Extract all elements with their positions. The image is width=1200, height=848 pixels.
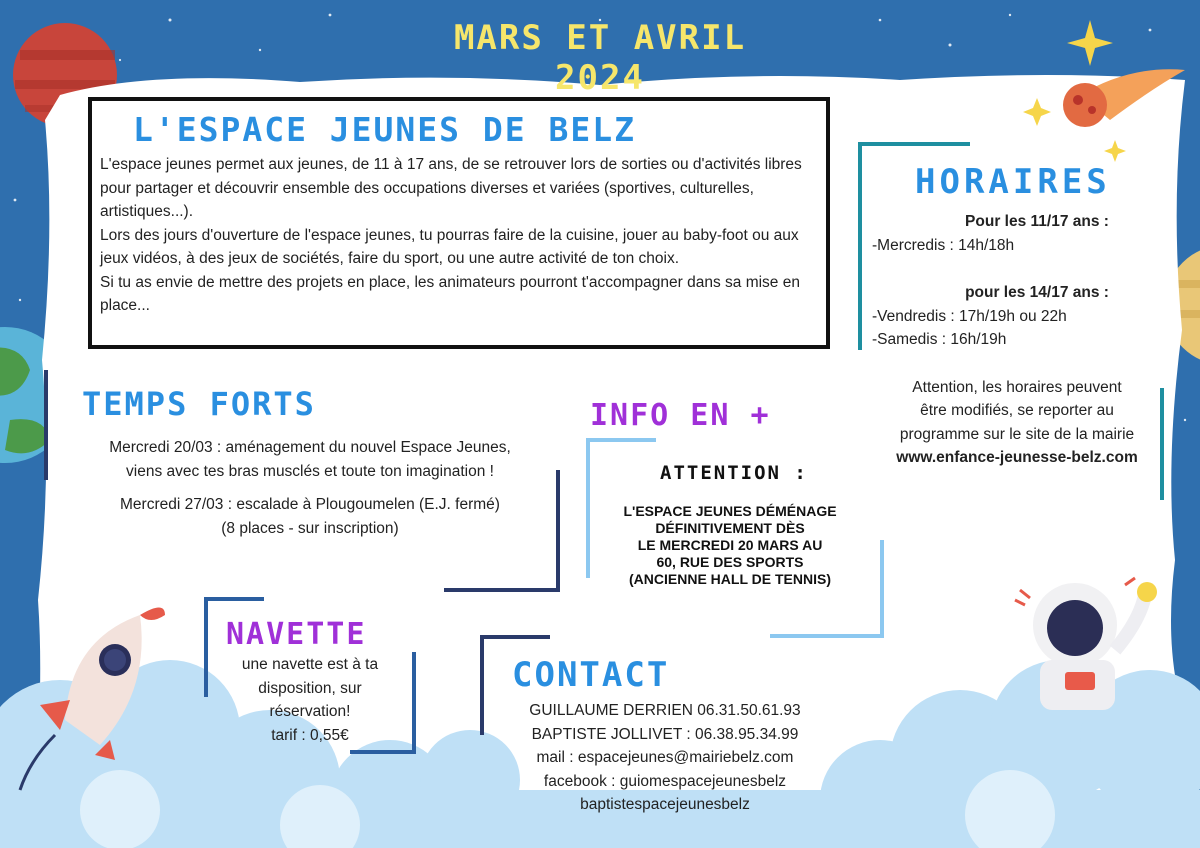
navette-line: disposition, sur [258, 679, 362, 697]
contact-line: GUILLAUME DERRIEN 06.31.50.61.93 [529, 702, 801, 719]
navette-line: réservation! [269, 703, 351, 720]
contact-content [495, 699, 835, 817]
info-frame-right [880, 540, 884, 638]
info-line: LE MERCREDI 20 MARS AU [637, 537, 823, 553]
info-frame-bottom [770, 634, 884, 638]
horaires-note: programme sur le site de la mairie [899, 425, 1135, 443]
info-line: (ANCIENNE HALL DE TENNIS) [629, 571, 831, 587]
espace-paragraph: Lors des jours d'ouverture de l'espace jeunes, tu pourras faire de la cuisine, jouer au baby-foot ou aux jeux vidéos, à des jeux de sociétés, faire du sport, ou une autre activité de ton choix. [100, 226, 799, 267]
horaires-frame-top [858, 142, 970, 146]
contact-facebook[interactable]: baptistespacejeunesbelz [580, 796, 750, 813]
horaires-group1-line: -Mercredis : 14h/18h [872, 236, 1015, 254]
event-line: (8 places - sur inscription) [221, 519, 399, 537]
info-heading: INFO EN + [590, 398, 771, 433]
navette-line: tarif : 0,55€ [271, 726, 349, 744]
contact-frame-left [480, 635, 484, 735]
contact-facebook[interactable]: facebook : guiomespacejeunesbelz [543, 772, 787, 790]
espace-jeunes-heading: L'ESPACE JEUNES DE BELZ [133, 110, 636, 149]
info-line: L'ESPACE JEUNES DÉMÉNAGE [623, 503, 837, 519]
horaires-content [872, 210, 1162, 470]
temps-forts-heading: TEMPS FORTS [82, 385, 316, 423]
info-line: 60, RUE DES SPORTS [656, 554, 804, 570]
mairie-website-link[interactable]: www.enfance-jeunesse-belz.com [896, 449, 1138, 466]
temps-forts-frame-right [556, 470, 560, 590]
horaires-note: Attention, les horaires peuvent [912, 378, 1122, 396]
temps-forts-frame-left [44, 370, 48, 480]
navette-heading: NAVETTE [226, 617, 367, 652]
espace-paragraph: Si tu as envie de mettre des projets en place, les animateurs pourront t'accompagner dans sa mise en place... [100, 273, 800, 314]
horaires-group1-title: Pour les 11/17 ans : [965, 213, 1109, 230]
navette-frame-bottom [350, 750, 416, 754]
navette-line: une navette est à ta [241, 656, 379, 673]
horaires-group2-title: pour les 14/17 ans : [965, 284, 1109, 301]
contact-email[interactable]: mail : espacejeunes@mairiebelz.com [536, 749, 794, 766]
horaires-frame-left [858, 142, 862, 350]
navette-content [215, 653, 405, 747]
espace-paragraph: L'espace jeunes permet aux jeunes, de 11 à 17 ans, de se retrouver lors de sorties ou d'activités libres pour partager et découvrir ensemble des occupations diverses et variées (sportives, culturelles, artistiques...). [100, 156, 802, 220]
horaires-group2-line: -Vendredis : 17h/19h ou 22h [872, 307, 1067, 325]
contact-heading: CONTACT [512, 655, 670, 695]
horaires-heading: HORAIRES [915, 162, 1111, 202]
page-title: MARS ET AVRIL 2024 [453, 18, 747, 98]
horaires-group2-line: -Samedis : 16h/19h [872, 331, 1007, 348]
info-frame-left [586, 438, 590, 578]
event-line: Mercredi 20/03 : aménagement du nouvel Espace Jeunes, [109, 439, 511, 456]
contact-line: BAPTISTE JOLLIVET : 06.38.95.34.99 [531, 725, 799, 743]
info-attention: ATTENTION : [660, 462, 808, 484]
espace-jeunes-description [100, 153, 825, 318]
info-message [595, 503, 865, 588]
contact-frame-top [480, 635, 550, 639]
event-line: Mercredi 27/03 : escalade à Plougoumelen (E.J. fermé) [120, 496, 500, 513]
info-frame-top [586, 438, 656, 442]
temps-forts-frame-bottom [444, 588, 560, 592]
event-line: viens avec tes bras musclés et toute ton imagination ! [126, 462, 494, 480]
navette-frame-left [204, 597, 208, 697]
navette-frame-right [412, 652, 416, 752]
info-line: DÉFINITIVEMENT DÈS [655, 520, 805, 536]
horaires-note: être modifiés, se reporter au [920, 402, 1114, 419]
navette-frame-top [204, 597, 264, 601]
temps-forts-events [70, 436, 550, 540]
